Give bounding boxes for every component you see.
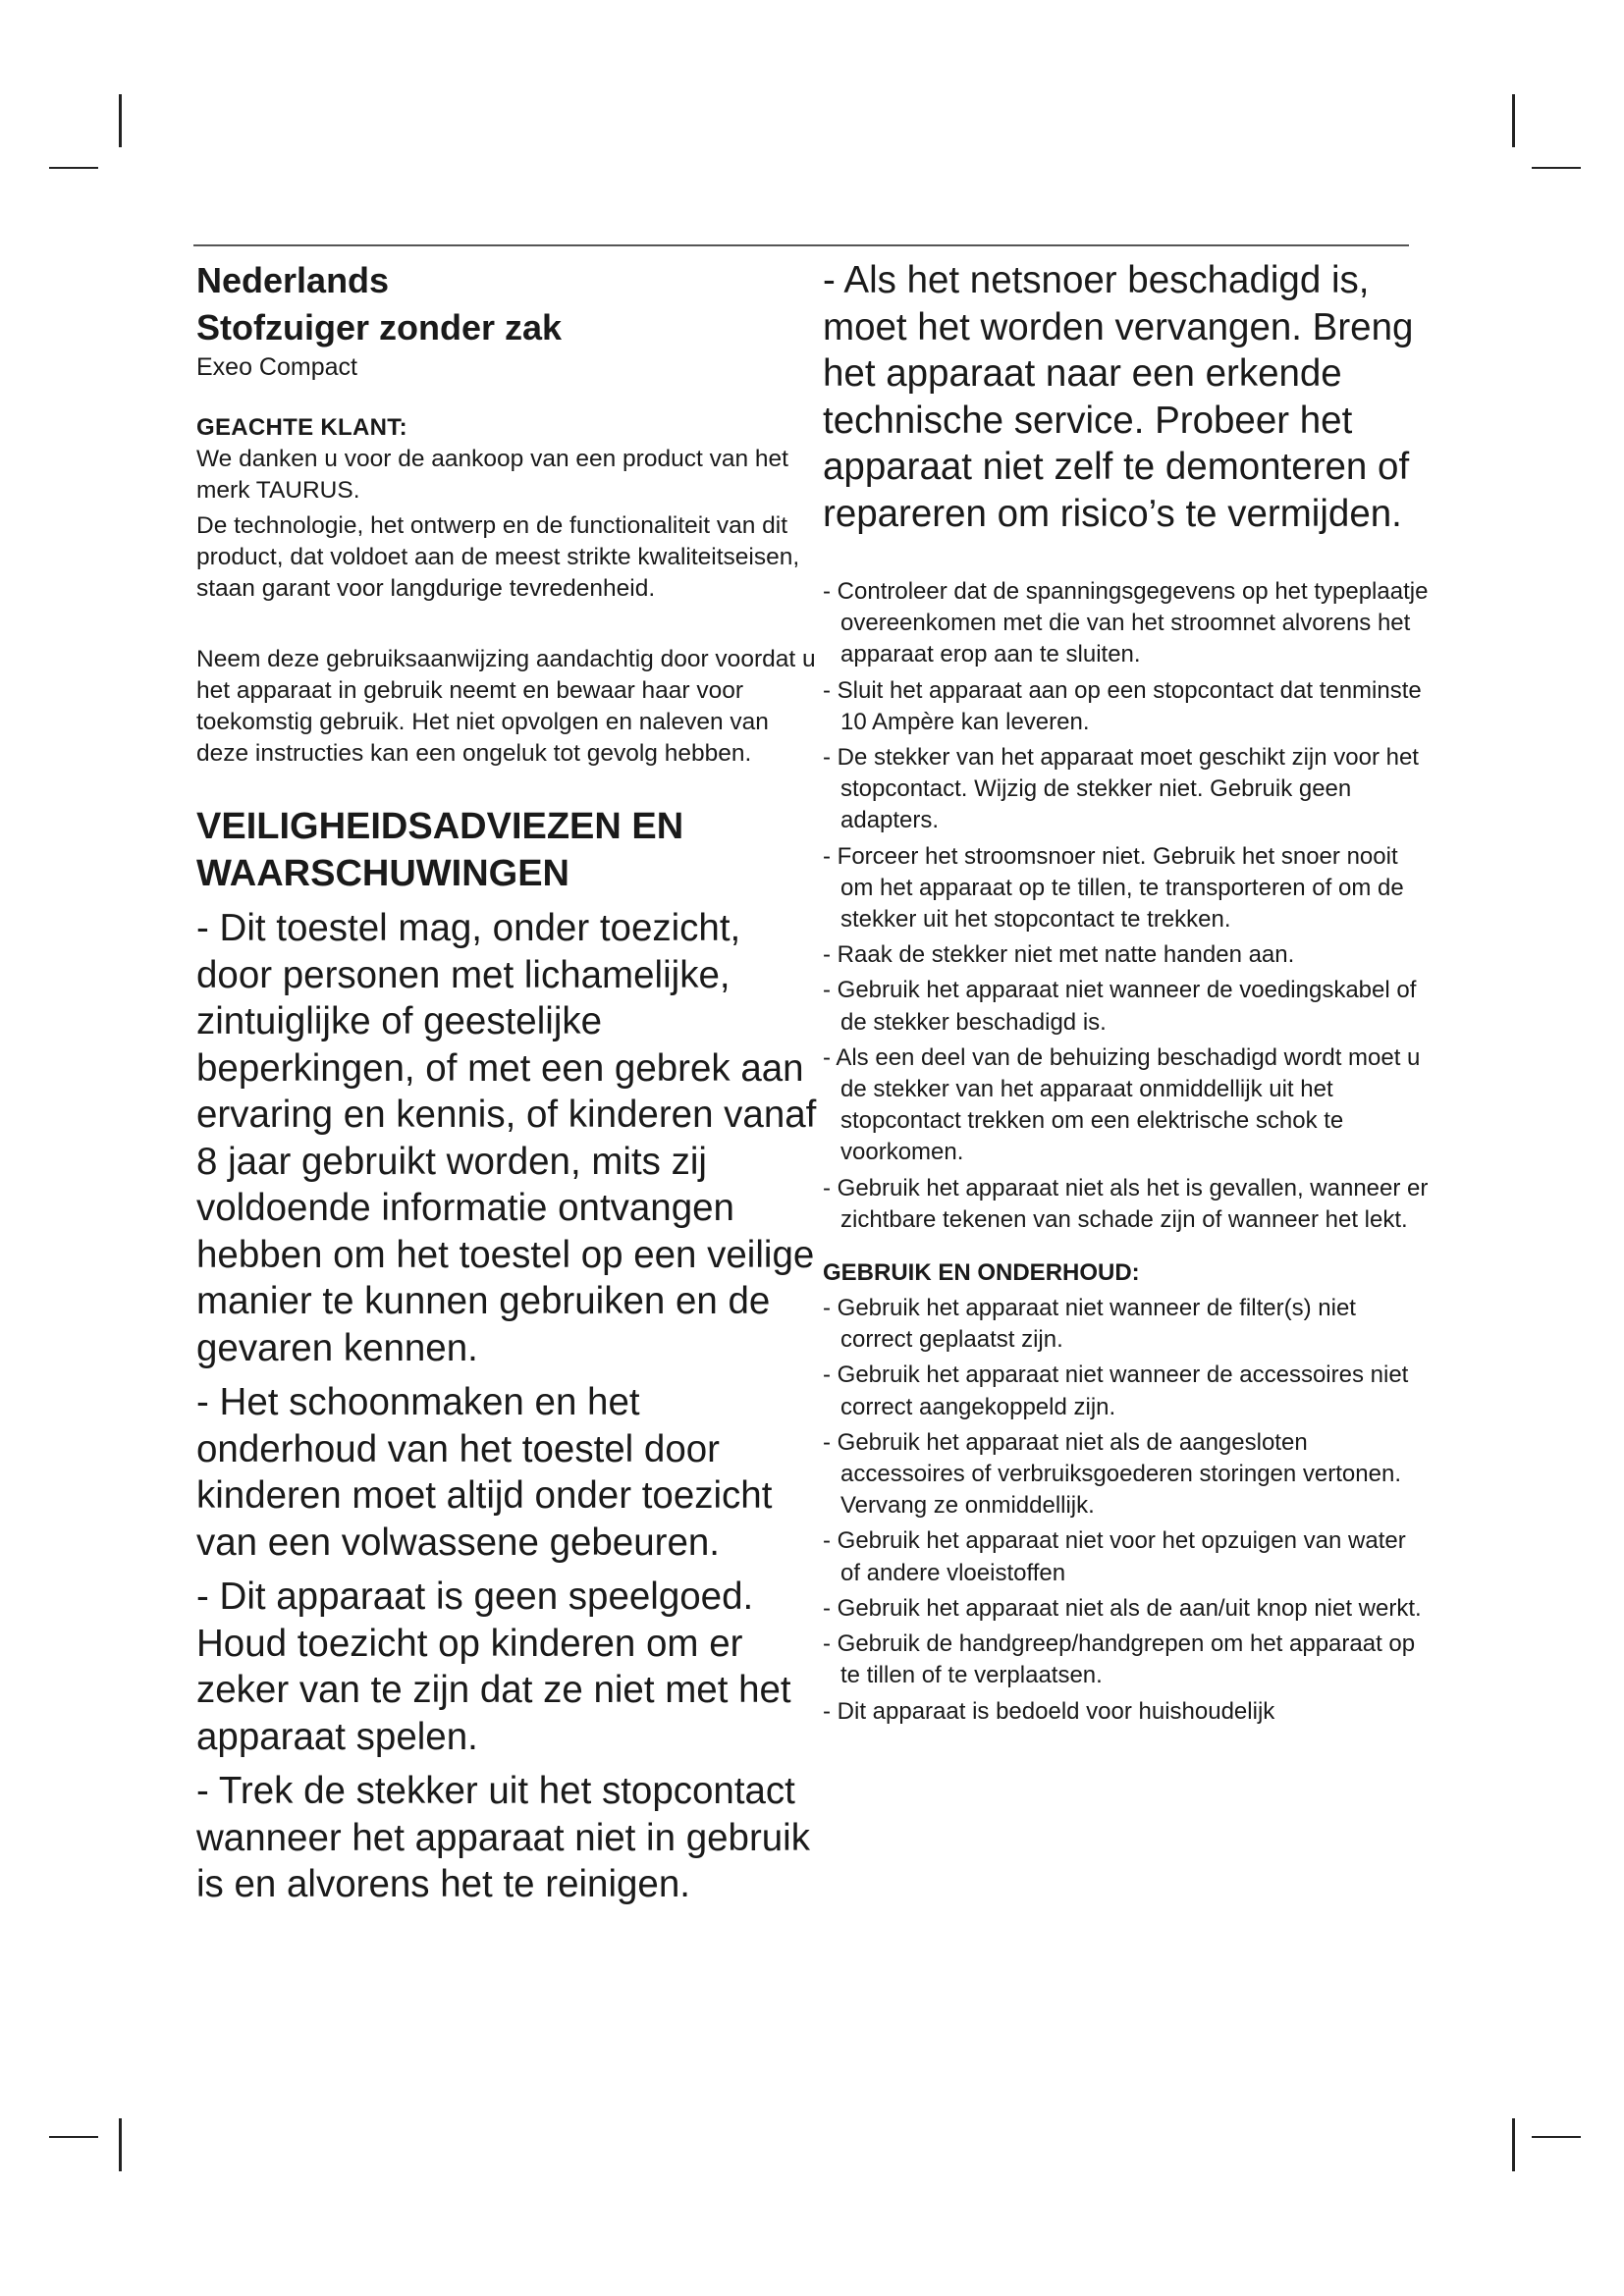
list-item: - Forceer het stroomsnoer niet. Gebruik het snoer nooit om het apparaat op te tillen, te transporteren of om de stekker uit het stopcontact te trekken. — [823, 842, 1404, 934]
list-item: - Trek de stekker uit het stopcontact wanneer het apparaat niet in gebruik is en alvorens het te reinigen. — [196, 1770, 810, 1905]
list-item: - Raak de stekker niet met natte handen aan. — [823, 941, 1295, 969]
list-item: - Controleer dat de spanningsgegevens op het typeplaatje overeenkomen met die van het stroomnet alvorens het apparaat erop aan te sluiten. — [823, 578, 1429, 668]
intro-paragraph: Neem deze gebruiksaanwijzing aandachtig door voordat u het apparaat in gebruik neemt en bewaar haar voor toekomstig gebruik. Het niet opvolgen en naleven van deze instructies kan een ongeluk tot gevolg hebben. — [196, 646, 816, 767]
safety-large-list — [196, 905, 825, 1908]
crop-mark-top-left-vertical — [119, 94, 122, 147]
header-rule — [193, 244, 1409, 246]
crop-mark-top-right-horizontal — [1532, 167, 1581, 169]
list-item: - Gebruik het apparaat niet wanneer de voedingskabel of de stekker beschadigd is. — [823, 977, 1417, 1036]
list-item: - Gebruik het apparaat niet als de aangesloten accessoires of verbruiksgoederen storingen vertonen. Vervang ze onmiddellijk. — [823, 1428, 1401, 1520]
language-title: Nederlands — [196, 260, 390, 300]
greeting-heading: GEACHTE KLANT: — [196, 414, 407, 441]
crop-mark-top-left-horizontal — [49, 167, 98, 169]
crop-mark-top-right-vertical — [1512, 94, 1515, 147]
product-title: Stofzuiger zonder zak — [196, 307, 563, 347]
list-item: - Gebruik het apparaat niet als het is gevallen, wanneer er zichtbare tekenen van schade zijn of wanneer het lekt. — [823, 1174, 1429, 1233]
left-column — [196, 257, 825, 1916]
list-item: - Gebruik het apparaat niet wanneer de accessoires niet correct aangekoppeld zijn. — [823, 1362, 1409, 1420]
safety-heading: VEILIGHEIDSADVIEZEN EN WAARSCHUWINGEN — [196, 806, 684, 894]
right-column — [823, 257, 1432, 1732]
intro-paragraph: We danken u voor de aankoop van een product van het merk TAURUS. — [196, 446, 788, 504]
intro-paragraph: De technologie, het ontwerp en de functionaliteit van dit product, dat voldoet aan de meest strikte kwaliteitseisen, staan garant voor langdurige tevredenheid. — [196, 512, 800, 602]
list-item: - Sluit het apparaat aan op een stopcontact dat tenminste 10 Ampère kan leveren. — [823, 676, 1422, 735]
crop-mark-bottom-right-horizontal — [1532, 2136, 1581, 2138]
list-item: - Gebruik het apparaat niet als de aan/uit knop niet werkt. — [823, 1594, 1422, 1622]
list-item: - Het schoonmaken en het onderhoud van het toestel door kinderen moet altijd onder toezicht van een volwassene gebeuren. — [196, 1381, 773, 1564]
usage-heading: GEBRUIK EN ONDERHOUD: — [823, 1259, 1140, 1287]
list-item: - Als het netsnoer beschadigd is, moet het worden vervangen. Breng het apparaat naar een erkende technische service. Probeer het apparaat niet zelf te demonteren of repareren om risico’s te vermijden. — [823, 259, 1414, 535]
crop-mark-bottom-right-vertical — [1512, 2118, 1515, 2171]
list-item: - Als een deel van de behuizing beschadigd wordt moet u de stekker van het apparaat onmiddellijk uit het stopcontact trekken om een elektrische schok te voorkomen. — [823, 1043, 1421, 1166]
list-item: - Gebruik het apparaat niet wanneer de filter(s) niet correct geplaatst zijn. — [823, 1295, 1356, 1354]
list-item: - Gebruik de handgreep/handgrepen om het apparaat op te tillen of te verplaatsen. — [823, 1630, 1416, 1689]
usage-list — [823, 1293, 1432, 1728]
safety-small-list — [823, 576, 1432, 1236]
list-item: - De stekker van het apparaat moet geschikt zijn voor het stopcontact. Wijzig de stekker niet. Gebruik geen adapters. — [823, 744, 1419, 834]
crop-mark-bottom-left-vertical — [119, 2118, 122, 2171]
crop-mark-bottom-left-horizontal — [49, 2136, 98, 2138]
list-item: - Gebruik het apparaat niet voor het opzuigen van water of andere vloeistoffen — [823, 1527, 1406, 1586]
list-item: - Dit apparaat is geen speelgoed. Houd toezicht op kinderen om er zeker van te zijn dat ze niet met het apparaat spelen. — [196, 1575, 791, 1758]
model-name: Exeo Compact — [196, 353, 357, 381]
list-item: - Dit toestel mag, onder toezicht, door personen met lichamelijke, zintuiglijke of geestelijke beperkingen, of met een gebrek aan ervaring en kennis, of kinderen vanaf 8 jaar gebruikt worden, mits zij voldoende informatie ontvangen hebben om het toestel op een veilige manier te kunnen gebruiken en de gevaren kennen. — [196, 907, 817, 1369]
list-item: - Dit apparaat is bedoeld voor huishoudelijk — [823, 1697, 1275, 1725]
